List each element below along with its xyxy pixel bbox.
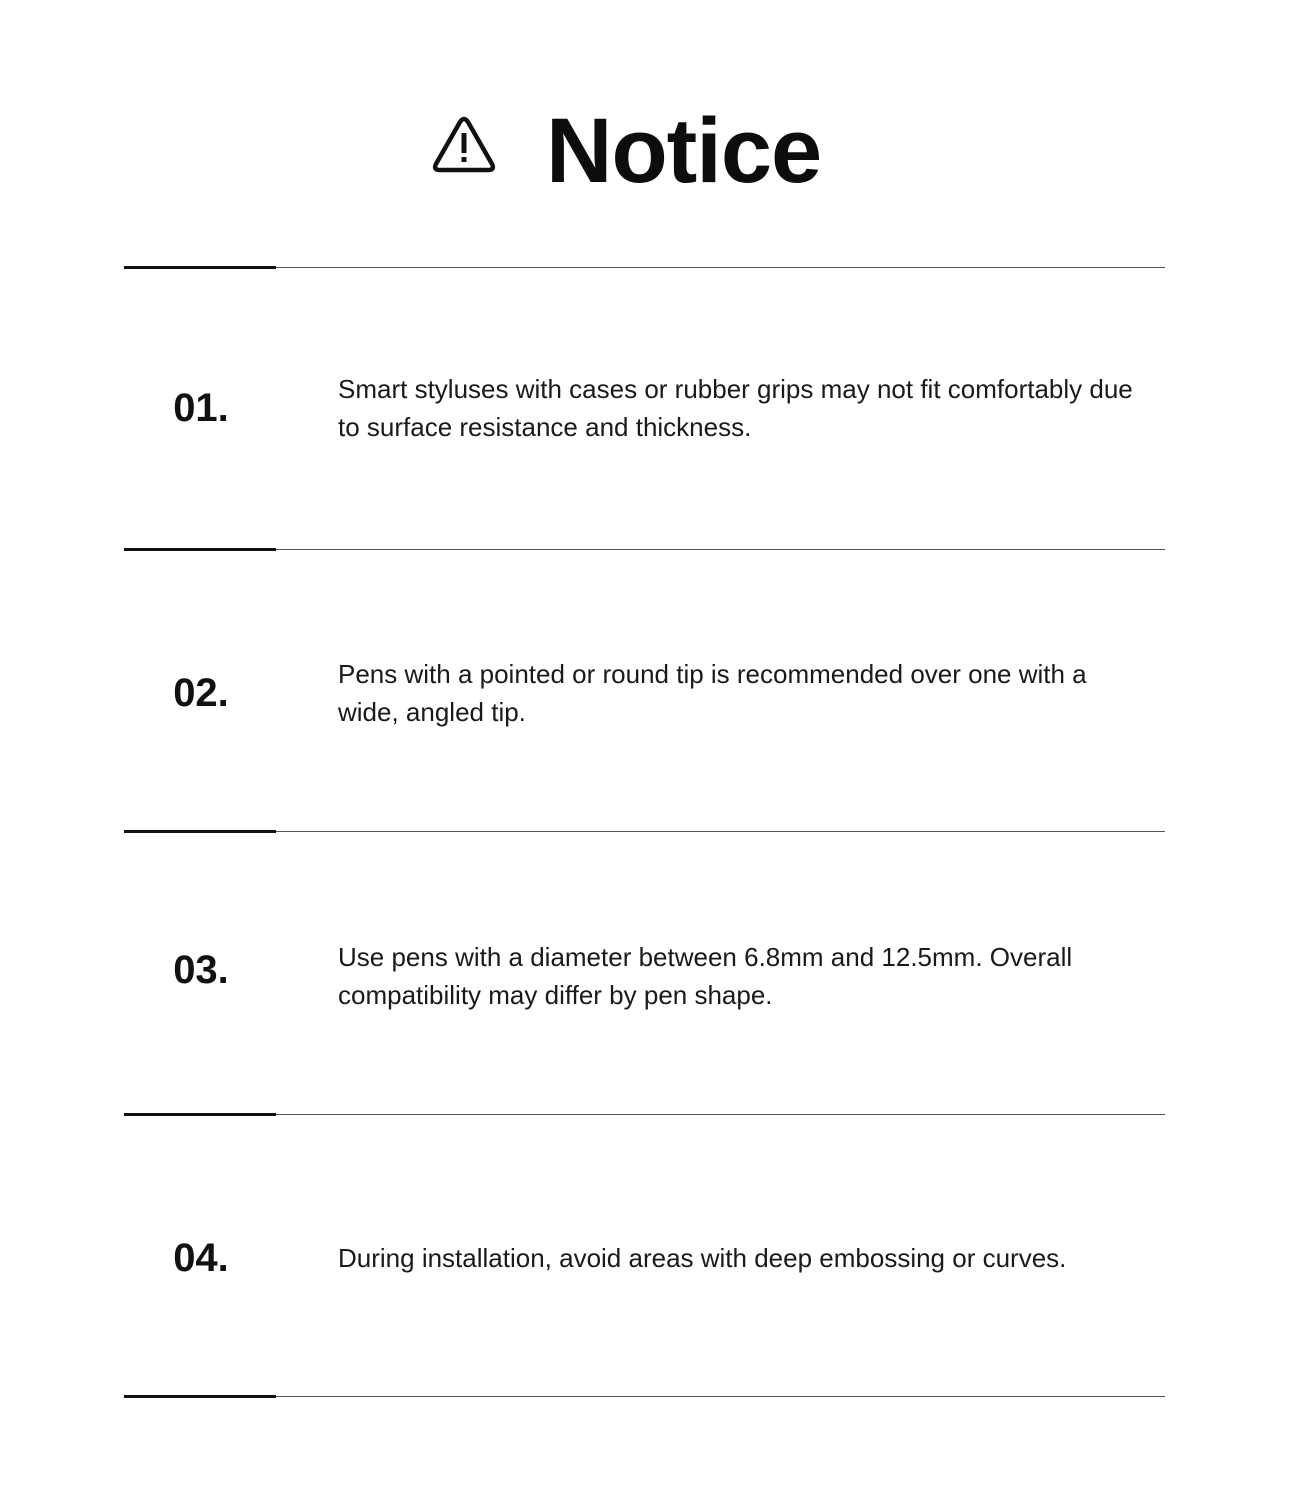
section-divider [124, 831, 1165, 832]
section-divider [124, 1396, 1165, 1397]
notice-number-4: 04. [173, 1236, 229, 1280]
section-divider [124, 549, 1165, 550]
warning-icon [432, 116, 496, 176]
notice-number-2: 02. [173, 671, 229, 715]
notice-header [0, 96, 1290, 206]
notice-number-1: 01. [173, 386, 229, 430]
notice-text-2: Pens with a pointed or round tip is recommended over one with a wide, angled tip. [338, 659, 1087, 727]
page-title: Notice [546, 100, 822, 202]
notice-text-1: Smart styluses with cases or rubber grips may not fit comfortably due to surface resistance and thickness. [338, 374, 1133, 442]
notice-text-3: Use pens with a diameter between 6.8mm and 12.5mm. Overall compatibility may differ by pen shape. [338, 942, 1073, 1010]
section-divider [124, 267, 1165, 268]
section-divider [124, 1114, 1165, 1115]
notice-text-4: During installation, avoid areas with deep embossing or curves. [338, 1243, 1067, 1273]
notice-number-3: 03. [173, 948, 229, 992]
